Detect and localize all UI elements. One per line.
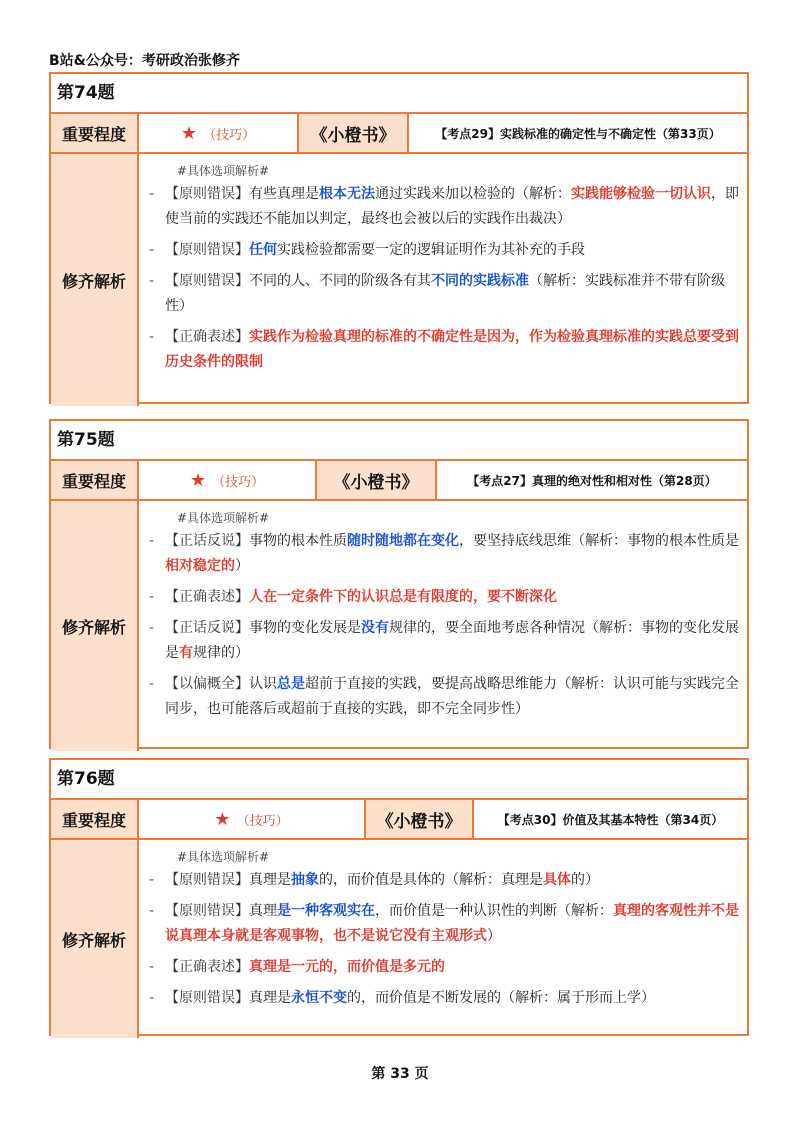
importance-label: 重要程度 [51,461,139,499]
highlight-blue: 抽象 [291,872,319,888]
analysis-label: 修齐解析 [51,840,139,1038]
analysis-label: 修齐解析 [51,501,139,751]
option-tag: 【原则错误】 [165,990,249,1006]
knowledge-point: 【考点29】实践标准的确定性与不确定性（第33页） [435,126,721,141]
star-note: （技巧） [236,813,289,829]
option-text: 通过实践来加以检验的（解析： [375,186,571,202]
star-icon: ★ [189,469,207,491]
highlight-red: 真理的客观性并不是说真理本身就是客观事物，也不是说它没有主观形式 [165,903,739,944]
highlight-blue: 不同的实践标准 [431,273,529,289]
option-tag: 【原则错误】 [165,903,249,919]
star-note: （技巧） [212,474,265,490]
analysis-subhead: #具体选项解析# [177,511,270,525]
option-text: ） [235,558,249,574]
highlight-blue: 随时随地都在变化 [347,533,459,549]
option-text: 有些真理是 [249,186,319,202]
option-text: 的，而价值是具体的（解析：真理是 [319,872,543,888]
option-text: （解析：实践标准并不带有阶级性） [165,273,725,314]
highlight-blue: 是一种客观实在 [277,903,375,919]
option-item [147,182,739,232]
highlight-red: 有 [179,645,193,661]
analysis-subhead: #具体选项解析# [177,850,270,864]
difficulty-rating [139,114,299,152]
page-header: B站&公众号：考研政治张修齐 [49,53,240,69]
option-item [147,899,739,949]
difficulty-rating [139,800,366,838]
option-tag: 【原则错误】 [165,273,249,289]
analysis-row [51,154,747,406]
option-item [147,529,739,579]
option-text: ，而价值是一种认识性的判断（解析： [375,903,613,919]
option-text: 不同的人、不同的阶级各有其 [249,273,431,289]
book-title: 《小橙书》 [366,800,474,838]
option-item [147,325,739,375]
option-tag: 【原则错误】 [165,242,249,258]
option-text: 实践检验都需要一定的逻辑证明作为其补充的手段 [277,242,585,258]
highlight-blue: 根本无法 [319,186,375,202]
option-text: 事物的根本性质 [249,533,347,549]
question-title: 第76题 [51,760,747,800]
option-tag: 【原则错误】 [165,186,249,202]
star-note: （技巧） [203,127,256,143]
option-text: 事物的变化发展是 [249,620,361,636]
question-block-74 [49,72,749,404]
analysis-subhead: #具体选项解析# [177,164,270,178]
highlight-blue: 总是 [277,676,305,692]
option-item [147,585,739,610]
highlight-red: 人在一定条件下的认识总是有限度的，要不断深化 [249,589,557,605]
question-title: 第75题 [51,421,747,461]
star-icon: ★ [214,808,231,830]
option-tag: 【正确表述】 [165,959,249,975]
book-title: 《小橙书》 [317,461,437,499]
option-item [147,672,739,722]
knowledge-point: 【考点27】真理的绝对性和相对性（第28页） [467,473,717,488]
highlight-blue: 永恒不变 [291,990,347,1006]
option-text: ，即使当前的实践还不能加以判定，最终也会被以后的实践作出裁决） [165,186,739,227]
option-text: 真理 [249,903,277,919]
option-list [147,182,739,375]
option-text: 认识 [249,676,277,692]
option-item [147,269,739,319]
page-number: 第 33 页 [371,1066,429,1082]
analysis-body [139,840,747,1038]
option-text: 规律的） [193,645,249,661]
option-tag: 【正确表述】 [165,329,249,345]
option-item [147,986,739,1011]
analysis-row [51,501,747,751]
highlight-blue: 任何 [249,242,277,258]
option-tag: 【正话反说】 [165,533,249,549]
option-item [147,238,739,263]
importance-row [51,800,747,840]
highlight-red: 实践能够检验一切认识 [571,186,711,202]
highlight-blue: 没有 [361,620,389,636]
highlight-red: 相对稳定的 [165,558,235,574]
highlight-red: 实践作为检验真理的标准的不确定性是因为，作为检验真理标准的实践总要受到历史条件的限制 [165,329,739,370]
question-title: 第74题 [51,74,747,114]
option-text: ） [487,928,501,944]
question-block-75 [49,419,749,749]
difficulty-rating [139,461,317,499]
star-icon: ★ [180,122,198,144]
option-text: ，要坚持底线思维（解析：事物的根本性质是 [459,533,739,549]
option-item [147,868,739,893]
knowledge-point: 【考点30】价值及其基本特性（第34页） [497,812,724,827]
option-item [147,955,739,980]
option-list [147,529,739,722]
analysis-row [51,840,747,1038]
option-text: 的，而价值是不断发展的（解析：属于形而上学） [347,990,655,1006]
option-text: 超前于直接的实践，要提高战略思维能力（解析：认识可能与实践完全同步，也可能落后或超前于直接的实践，即不完全同步性） [165,676,739,717]
question-block-76 [49,758,749,1036]
option-text: 的） [571,872,599,888]
option-item [147,616,739,666]
analysis-body [139,154,747,406]
option-tag: 【正话反说】 [165,620,249,636]
highlight-red: 真理是一元的，而价值是多元的 [249,959,445,975]
analysis-label: 修齐解析 [51,154,139,406]
option-text: 真理是 [249,872,291,888]
option-tag: 【原则错误】 [165,872,249,888]
highlight-red: 具体 [543,872,571,888]
book-title: 《小橙书》 [299,114,409,152]
option-list [147,868,739,1011]
option-text: 规律的，要全面地考虑各种情况（解析：事物的变化发展是 [165,620,739,661]
analysis-body [139,501,747,751]
importance-row [51,114,747,154]
option-tag: 【以偏概全】 [165,676,249,692]
importance-label: 重要程度 [51,800,139,838]
option-tag: 【正确表述】 [165,589,249,605]
option-text: 真理是 [249,990,291,1006]
importance-label: 重要程度 [51,114,139,152]
importance-row [51,461,747,501]
